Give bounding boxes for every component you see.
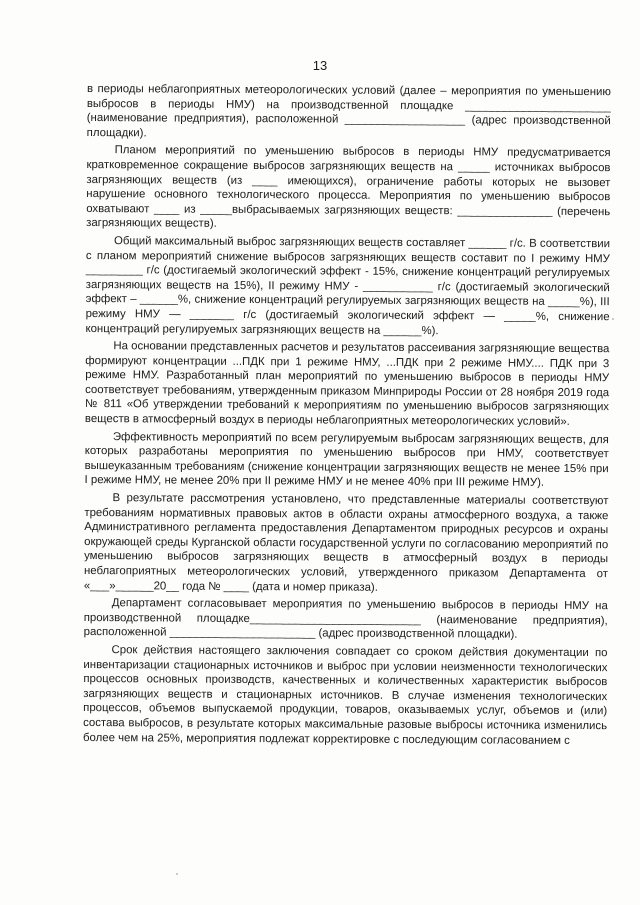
document-body [83, 82, 611, 751]
paragraph: В результате рассмотрения установлено, что представленные материалы соответствуют требованиям нормативных правовых актов в области охраны атмосферного воздуха, а также Административного регламента предоставления Департаментом природных ресурсов и охраны окружающей среды Курганской области государственной услуги по согласованию мероприятий по уменьшению выбросов загрязняющих веществ в атмосферный воздух в периоды неблагоприятных метеорологических условий, утвержденного приказом Департамента от «___»______20__ года № ____ (дата и номер приказа). [83, 492, 609, 594]
scan-speck [176, 873, 178, 875]
paragraph: Планом мероприятий по уменьшению выбросов в периоды НМУ предусматривается кратковременное сокращение выбросов загрязняющих веществ на _____ источниках выбросов загрязняющих веществ (из ____ имеющихся), ограничение работы которых не вызовет нарушение основного технологического процесса. Мероприятия по уменьшению выбросов охватывают ____ из _____выбрасываемых загрязняющих веществ: _______________ (перечень загрязняющих веществ). [86, 144, 611, 231]
paragraph: Срок действия настоящего заключения совпадает со сроком действия документации по инвентаризации стационарных источников и выброс при условии неизменности технологических процессов основных производств, качественных и количественных характеристик выбросов загрязняющих веществ и стационарных источников. В случае изменения технологических процессов, объемов выпускаемой продукции, товаров, оказываемых услуг, объемов и (или) состава выбросов, в результате которых максимальные разовые выбросы источника изменились более чем на 25%, мероприятия подлежат корректировке с последующим согласованием с [82, 644, 608, 747]
paragraph: в периоды неблагоприятных метеорологических условий (далее – мероприятия по уменьшению выбросов в периоды НМУ) на производственной площадке _______________________ (наименование предприятия), расположенной ___________________ (адрес производственной площадки). [86, 82, 611, 140]
scan-speck [612, 318, 614, 320]
paragraph: Эффективность мероприятий по всем регулируемым выбросам загрязняющих веществ, для которых разработаны мероприятия по уменьшению выбросов при НМУ, соответствует вышеуказанным требованиям (снижение концентрации загрязняющих веществ не менее 15% при I режиме НМУ, не менее 20% при II режиме НМУ и не менее 40% при III режиме НМУ). [84, 430, 609, 490]
paragraph: Департамент согласовывает мероприятия по уменьшению выбросов в периоды НМУ на производственной площадке___________________________ (наименование предприятия), расположенной _______________________ (адрес производственной площадки). [83, 597, 608, 642]
paragraph: На основании представленных расчетов и результатов рассеивания загрязняющие вещества формируют концентрации ...ПДК при 1 режиме НМУ, ...ПДК при 2 режиме НМУ.... ПДК при 3 режиме НМУ. Разработанный план мероприятий по уменьшению выбросов в периоды НМУ соответствует требованиям, утвержденным приказом Минприроды России от 28 ноября 2019 года № 811 «Об утверждении требований к мероприятиям по уменьшению выбросов загрязняющих веществ в атмосферный воздух в периоды неблагоприятных метеорологических условий». [84, 340, 610, 429]
paragraph: Общий максимальный выброс загрязняющих веществ составляет ______ г/с. В соответствии с планом мероприятий снижение выбросов загрязняющих веществ составит по I режиму НМУ _________ г/с (достигаемый экологический эффект - 15%, снижение концентраций регулируемых загрязняющих веществ на 15%), II режиму НМУ - ___________ г/с (достигаемый экологический эффект – ______%, снижение концентраций регулируемых загрязняющих веществ на _____%), III режиму НМУ — _______ г/с (достигаемый экологический эффект — _____%, снижение концентраций регулируемых загрязняющих веществ на ______%). [85, 235, 611, 337]
page-number: 13 [312, 58, 328, 73]
